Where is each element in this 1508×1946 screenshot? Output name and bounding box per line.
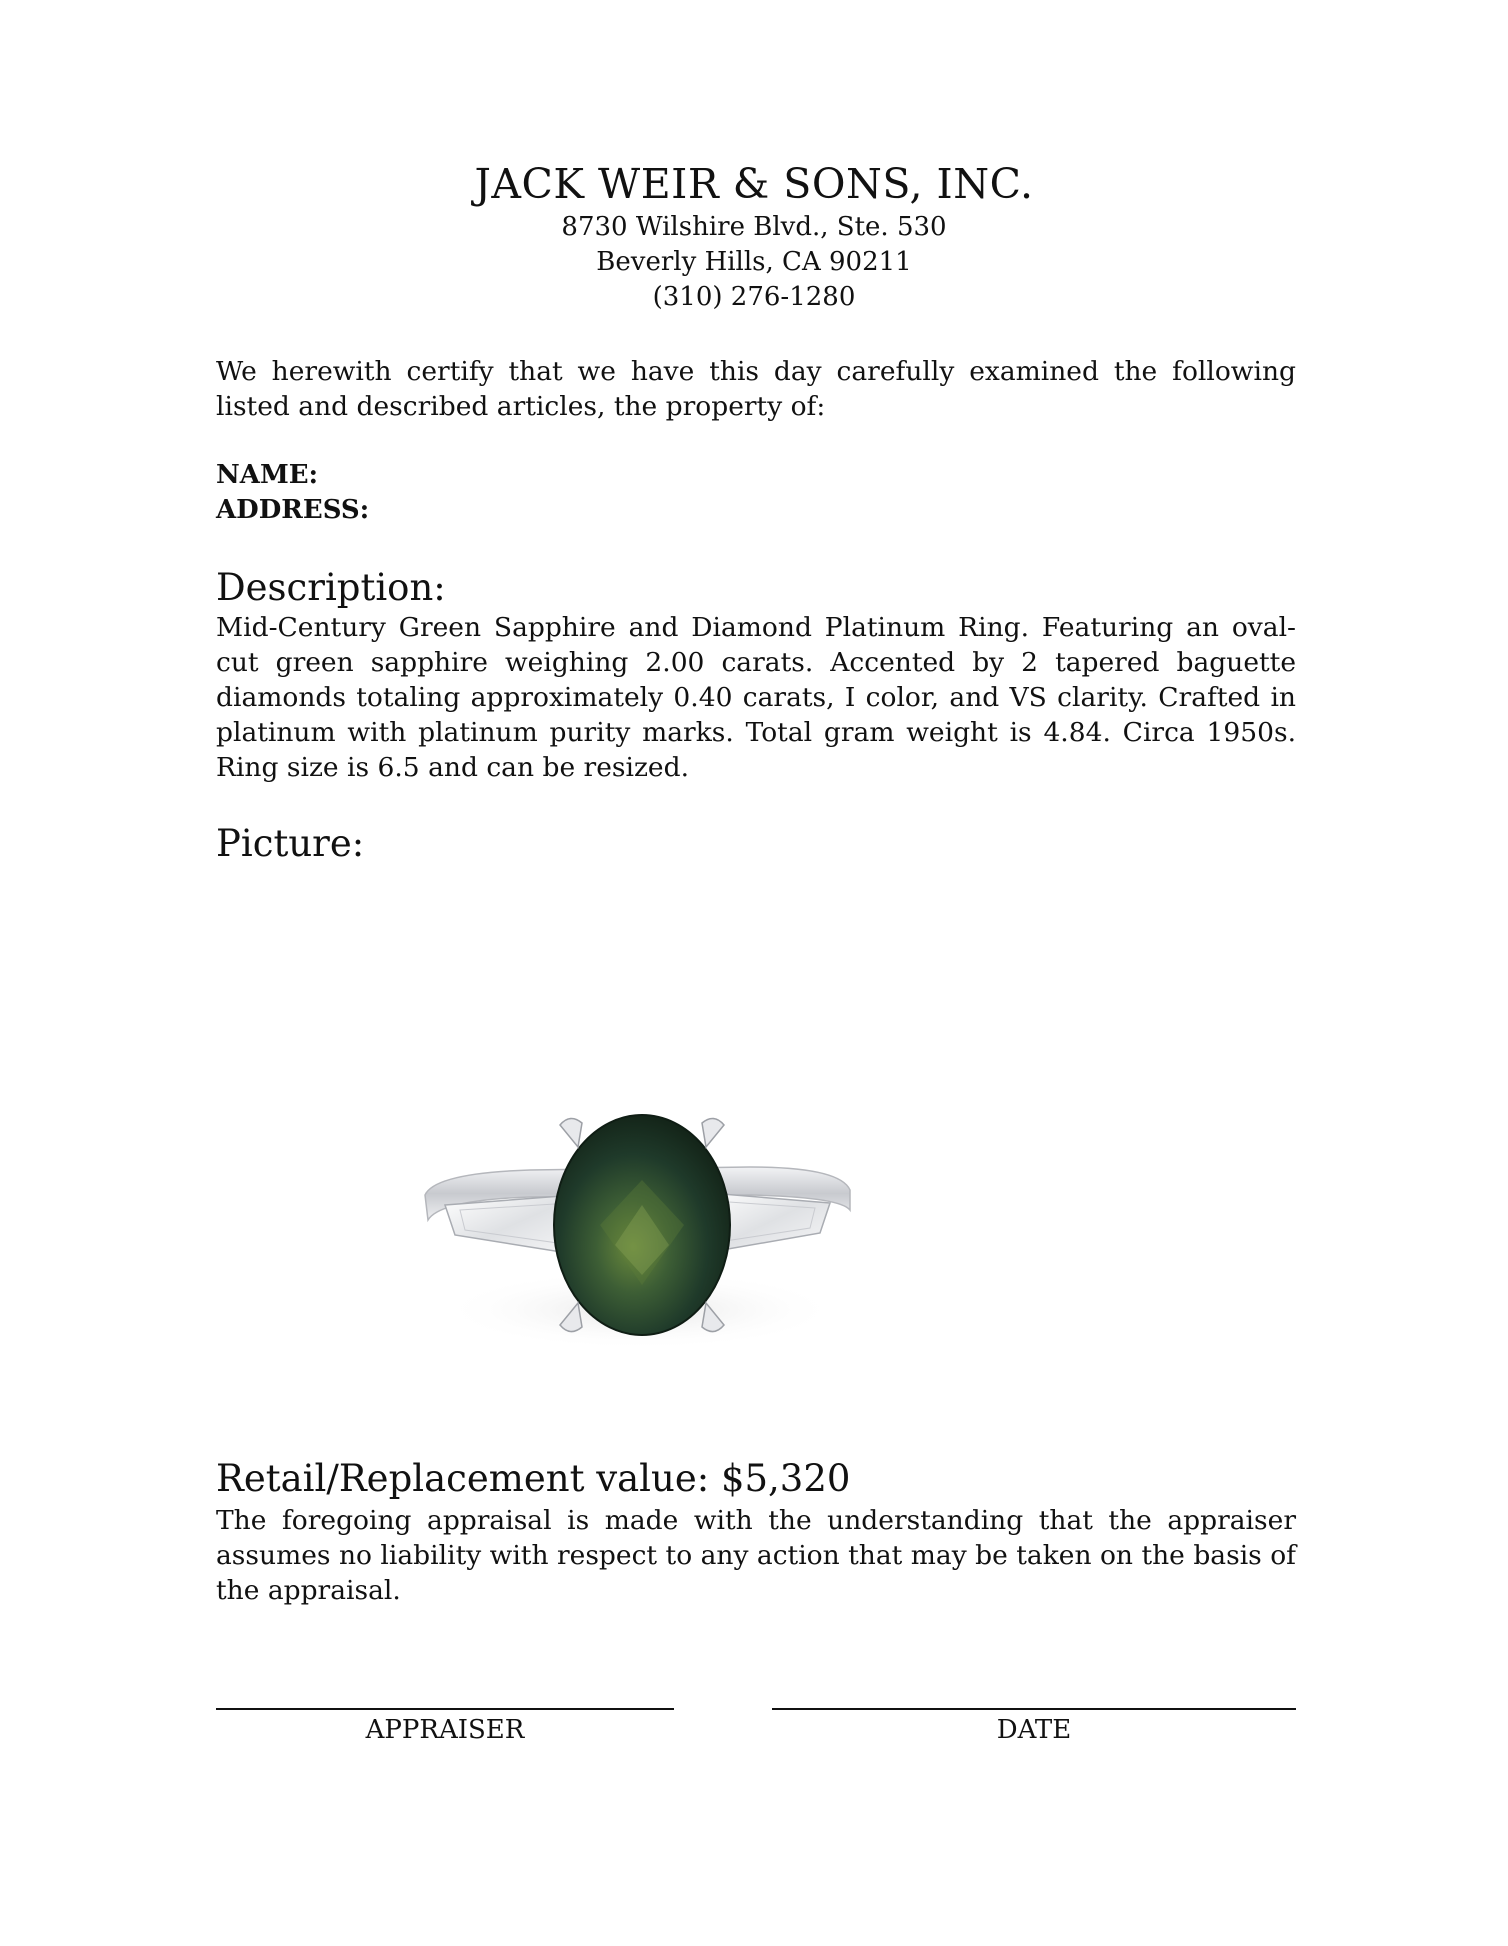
appraiser-signature-line xyxy=(216,1708,674,1710)
address-label: ADDRESS: xyxy=(216,495,370,525)
phone-number: (310) 276-1280 xyxy=(652,282,856,312)
street-address: 8730 Wilshire Blvd., Ste. 530 xyxy=(561,212,947,242)
description-body: Mid-Century Green Sapphire and Diamond Platinum Ring. Featuring an oval-cut green sapphire weighing 2.00 carats. Accented by 2 tapered baguette diamonds totaling approximately 0.40 carats, I color, and VS clarity. Crafted in platinum with platinum purity marks. Total gram weight is 4.84. Circa 1950s. Ring size is 6.5 and can be resized. xyxy=(216,612,1296,783)
date-label: DATE xyxy=(996,1715,1072,1745)
letterhead xyxy=(0,158,1508,315)
ring-photo-icon xyxy=(410,1085,870,1375)
picture-heading: Picture: xyxy=(216,822,365,865)
replacement-value: Retail/Replacement value: $5,320 xyxy=(216,1457,851,1500)
city-state-zip: Beverly Hills, CA 90211 xyxy=(596,247,912,277)
certification-statement: We herewith certify that we have this day carefully examined the following listed and described articles, the property of: xyxy=(216,356,1296,422)
owner-fields xyxy=(216,458,1296,528)
name-label: NAME: xyxy=(216,460,319,490)
appraiser-label: APPRAISER xyxy=(365,1715,525,1745)
company-name: JACK WEIR & SONS, INC. xyxy=(474,160,1034,208)
liability-disclaimer: The foregoing appraisal is made with the understanding that the appraiser assumes no liability with respect to any action that may be taken on the basis of the appraisal. xyxy=(216,1505,1296,1606)
description-heading: Description: xyxy=(216,566,446,609)
date-signature-line xyxy=(772,1708,1296,1710)
